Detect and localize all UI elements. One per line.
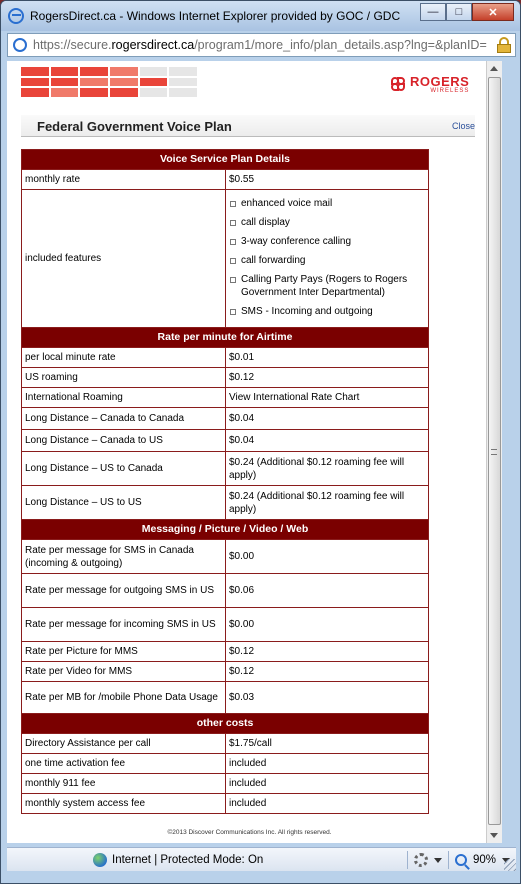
- list-item: call display: [229, 216, 425, 229]
- chevron-down-icon[interactable]: [434, 858, 442, 863]
- row-value: $0.06: [226, 574, 429, 608]
- address-bar[interactable]: [7, 33, 516, 57]
- list-item: SMS - Incoming and outgoing: [229, 305, 425, 318]
- copyright-footer: ©2013 Discover Communications Inc. All rights reserved.: [167, 829, 332, 836]
- table-row: [22, 794, 429, 814]
- title-bar: [1, 1, 520, 31]
- table-row: [22, 170, 429, 190]
- row-value: included: [226, 774, 429, 794]
- vertical-scrollbar[interactable]: [486, 61, 502, 843]
- table-row: [22, 662, 429, 682]
- window-title: RogersDirect.ca - Windows Internet Explorer provided by GOC / GDC: [30, 9, 401, 23]
- scroll-grip-icon: [491, 449, 497, 455]
- window-controls: [420, 3, 514, 21]
- row-value: $0.24 (Additional $0.12 roaming fee will apply): [226, 452, 429, 486]
- row-value: $0.04: [226, 430, 429, 452]
- maximize-button[interactable]: □: [446, 3, 472, 21]
- row-value: included: [226, 754, 429, 774]
- table-row: [22, 408, 429, 430]
- row-label: monthly 911 fee: [22, 774, 226, 794]
- rogers-mark-icon: [391, 77, 407, 93]
- row-value: $0.24 (Additional $0.12 roaming fee will apply): [226, 486, 429, 520]
- table-row: [22, 682, 429, 714]
- table-row: [22, 486, 429, 520]
- security-lock-icon[interactable]: [497, 37, 511, 53]
- list-item: enhanced voice mail: [229, 197, 425, 210]
- row-label: Long Distance – US to Canada: [22, 452, 226, 486]
- row-label: US roaming: [22, 368, 226, 388]
- row-label: monthly system access fee: [22, 794, 226, 814]
- table-row: [22, 368, 429, 388]
- status-separator: [407, 851, 408, 869]
- section-header-messaging: [22, 520, 429, 540]
- table-row: [22, 348, 429, 368]
- row-label: one time activation fee: [22, 754, 226, 774]
- messaging-header: Messaging / Picture / Video / Web: [22, 520, 429, 540]
- url-prefix: https://secure.: [33, 38, 112, 52]
- rogers-wordmark: [410, 75, 469, 94]
- brand-name: ROGERS: [410, 74, 470, 89]
- banner-blocks: [21, 67, 197, 97]
- table-row: [22, 608, 429, 642]
- brand-sub: WIRELESS: [430, 88, 470, 94]
- row-value: $0.00: [226, 540, 429, 574]
- table-row: [22, 734, 429, 754]
- zoom-level[interactable]: 90%: [472, 854, 496, 866]
- row-label: per local minute rate: [22, 348, 226, 368]
- other-costs-header: other costs: [22, 714, 429, 734]
- status-separator: [448, 851, 449, 869]
- page-title: Federal Government Voice Plan: [37, 119, 232, 134]
- url-domain: rogersdirect.ca: [111, 38, 195, 52]
- scroll-up-arrow-icon[interactable]: [490, 66, 498, 71]
- row-label: Directory Assistance per call: [22, 734, 226, 754]
- row-value: $0.12: [226, 368, 429, 388]
- table-row: [22, 540, 429, 574]
- internet-explorer-icon: [8, 8, 24, 24]
- close-link[interactable]: Close: [451, 121, 475, 131]
- zoom-icon[interactable]: [455, 854, 467, 866]
- internet-zone-globe-icon: [93, 853, 107, 867]
- row-label: Long Distance – Canada to US: [22, 430, 226, 452]
- row-value: $0.04: [226, 408, 429, 430]
- table-row: [22, 190, 429, 328]
- protected-mode-settings-icon[interactable]: [414, 853, 428, 867]
- scroll-down-arrow-icon[interactable]: [490, 833, 498, 838]
- section-header-other: [22, 714, 429, 734]
- table-row: [22, 452, 429, 486]
- status-bar: [7, 847, 516, 871]
- airtime-header: Rate per minute for Airtime: [22, 328, 429, 348]
- row-label: included features: [22, 190, 226, 328]
- url-text[interactable]: [33, 38, 487, 52]
- resize-grip-icon[interactable]: [504, 859, 516, 871]
- url-path: /program1/more_info/plan_details.asp?lng=&planID=: [194, 38, 487, 52]
- page-favicon-icon: [13, 38, 27, 52]
- section-header-voice: [22, 150, 429, 170]
- list-item: 3-way conference calling: [229, 235, 425, 248]
- section-header-airtime: [22, 328, 429, 348]
- row-label: Rate per MB for /mobile Phone Data Usage: [22, 682, 226, 714]
- features-cell: [226, 190, 429, 328]
- row-value: $0.55: [226, 170, 429, 190]
- row-label: Long Distance – Canada to Canada: [22, 408, 226, 430]
- list-item: Calling Party Pays (Rogers to Rogers Government Inter Departmental): [229, 273, 425, 299]
- row-label: Long Distance – US to US: [22, 486, 226, 520]
- table-row: [22, 430, 429, 452]
- security-zone-text[interactable]: Internet | Protected Mode: On: [112, 853, 264, 866]
- row-label: Rate per message for incoming SMS in US: [22, 608, 226, 642]
- row-value: $0.03: [226, 682, 429, 714]
- row-label: International Roaming: [22, 388, 226, 408]
- features-list: [229, 193, 425, 318]
- row-label: Rate per message for SMS in Canada (incoming & outgoing): [22, 540, 226, 574]
- close-window-button[interactable]: ✕: [472, 3, 514, 21]
- plan-details-table: [21, 149, 429, 814]
- table-row: [22, 754, 429, 774]
- table-row: [22, 774, 429, 794]
- status-bar-right: [407, 851, 510, 869]
- table-row: [22, 642, 429, 662]
- row-value: included: [226, 794, 429, 814]
- table-row: [22, 574, 429, 608]
- page-content: [7, 61, 502, 843]
- page-title-bar: [21, 115, 475, 137]
- rogers-logo: [391, 75, 469, 94]
- row-value: $1.75/call: [226, 734, 429, 754]
- row-value: $0.01: [226, 348, 429, 368]
- row-label: Rate per Video for MMS: [22, 662, 226, 682]
- list-item: call forwarding: [229, 254, 425, 267]
- row-value: $0.12: [226, 642, 429, 662]
- international-rate-chart-link[interactable]: View International Rate Chart: [226, 388, 429, 408]
- voice-header: Voice Service Plan Details: [22, 150, 429, 170]
- row-value: $0.12: [226, 662, 429, 682]
- minimize-button[interactable]: —: [420, 3, 446, 21]
- row-label: monthly rate: [22, 170, 226, 190]
- row-label: Rate per message for outgoing SMS in US: [22, 574, 226, 608]
- row-label: Rate per Picture for MMS: [22, 642, 226, 662]
- table-row: [22, 388, 429, 408]
- row-value: $0.00: [226, 608, 429, 642]
